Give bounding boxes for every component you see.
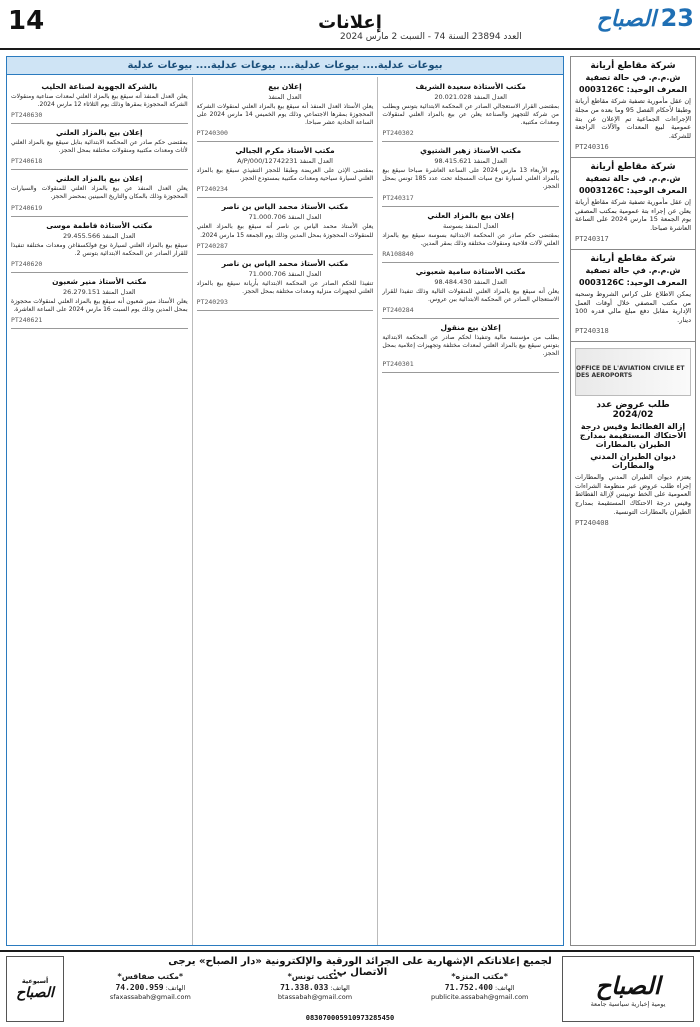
ad-text: بطلب من مؤسسة مالية وتنفيذا لحكم صادر عن المحكمة الابتدائية بتونس سيقع بيع بالمزاد العلني لمعدات مختلفة وتجهيزات إعلامية بمحل الحجز. bbox=[382, 333, 559, 358]
bank-account: 083070005910973285450 bbox=[305, 1014, 395, 1022]
phone-label: الهاتف bbox=[167, 984, 186, 992]
judicial-sales-section bbox=[6, 56, 564, 946]
office-contact: *مكتب صفاقس* الهاتف: 74.200.959 sfaxassabah@gmail.com bbox=[70, 972, 231, 1003]
footer-logo-tagline: يومية إخبارية سياسية جامعة bbox=[590, 999, 666, 1008]
ad-code: PT240301 bbox=[382, 360, 414, 369]
ad-text: إن عقل مأمورية تصفية شركة مقاطع أريانة وطبقا لأحكام الفصل 95 وما بعده من مجلة الإجراءات الجماعية تم الإعلان عن بتة عمومية لبيع المعدات والآلات الراجعة للشركة. bbox=[575, 97, 691, 141]
ad-id: المعرف الوحيد: 0003126C bbox=[579, 277, 687, 287]
phone-label: الهاتف bbox=[332, 984, 350, 992]
ad-title: طلب عروض عدد 2024/02 bbox=[596, 399, 670, 420]
ad-code: PT240302 bbox=[382, 129, 414, 138]
footer-headline: لجميع إعلاناتكم الإشهارية على الجرائد الورقية والإلكترونية «دار الصباح» يرجى الاتصال ب: bbox=[168, 956, 552, 978]
newspaper-logo bbox=[564, 4, 694, 44]
ad-text: بمقتضى حكم صادر عن المحكمة الابتدائية بنابل سيقع بيع بالمزاد العلني لأثاث ومعدات مكتبية ومنقولات مختلفة بمحل الحجز. bbox=[10, 139, 188, 155]
classified-ad bbox=[197, 202, 374, 254]
ad-code: PT240234 bbox=[196, 185, 228, 194]
ad-meta: العدل المنفذ 29.455.566 bbox=[63, 231, 136, 240]
classified-ad bbox=[197, 82, 374, 142]
ad-text: يعلن العدل المنفذ عن بيع بالمزاد العلني للمنقولات والسيارات المحجوزة وذلك بالمكان والتاريخ المبينين بمحضر الحجز. bbox=[10, 185, 188, 201]
ad-meta: العدل المنفذ 98.484.430 bbox=[434, 277, 507, 286]
ad-column bbox=[377, 77, 563, 945]
ad-text: يعتزم ديوان الطيران المدني والمطارات إجراء طلب عروض عبر منظومة الشراءات العمومية على الخط تونيبس لإزالة الفطائط وقيس درجة الاحتكاك المستقيمة بمدارج الطيران بالمطارات التونسية. bbox=[575, 472, 691, 517]
page-number: 14 bbox=[8, 6, 45, 36]
section-title: إعلانات bbox=[318, 12, 382, 33]
classified-ad bbox=[197, 259, 374, 311]
classified-ad bbox=[382, 323, 559, 373]
ad-code: PT240317 bbox=[575, 234, 609, 243]
ad-title: مكتب الأستاذ منير شعبون bbox=[52, 276, 147, 286]
office-name: *مكتب تونس* bbox=[287, 972, 343, 981]
sidebar-ad bbox=[571, 158, 695, 250]
ad-text: تنفيذا للحكم الصادر عن المحكمة الابتدائية بأريانة سيقع بيع بالمزاد العلني لتجهيزات منزلية ومعدات مختلفة بمحل الحجز. bbox=[196, 279, 374, 295]
ad-text: إن عقل مأمورية تصفية شركة مقاطع أريانة يعلن عن إجراء بتة عمومية بمكتب المصفي يوم الجمعة 15 مارس 2024 على الساعة العاشرة صباحا. bbox=[575, 197, 692, 233]
ad-subtitle: ش.م.م. في حالة تصفية bbox=[585, 173, 681, 183]
ad-meta: العدل المنفذ 71.000.706 bbox=[248, 213, 322, 222]
ad-column bbox=[192, 77, 378, 945]
ad-text: سيقع بيع بالمزاد العلني لسيارة نوع فولكسفاغن ومعدات مختلفة تنفيذا للقرار الصادر عن المحكمة الابتدائية بتونس 2. bbox=[10, 241, 188, 257]
ad-meta: العدل المنفذ 20.021.028 bbox=[434, 93, 507, 101]
ad-code: PT240621 bbox=[10, 315, 43, 324]
classified-ad bbox=[11, 221, 188, 273]
ad-subtitle: ش.م.م. في حالة تصفية bbox=[585, 265, 681, 275]
ad-title: إعلان بيع bbox=[268, 82, 302, 91]
ad-meta: العدل المنفذ بسوسة bbox=[443, 221, 499, 230]
office-contact: *مكتب تونس* الهاتف: 71.338.033 btassabah@gmail.com bbox=[235, 972, 396, 1003]
ad-title: مكتب الأستاذ مكرم الجبالي bbox=[235, 146, 335, 156]
logo-number: 23 bbox=[660, 4, 694, 32]
ad-title: مكتب الأستاذة سعيدة الشريف bbox=[415, 82, 526, 91]
ad-id: المعرف الوحيد: 0003126C bbox=[579, 85, 687, 94]
logo-word: الصباح bbox=[596, 6, 656, 32]
classified-ad bbox=[197, 146, 374, 198]
ad-title: شركة مقاطع أريانة bbox=[590, 161, 676, 172]
ad-code: PT240630 bbox=[10, 111, 43, 120]
ad-subtitle: إزالة الفطائط وقيس درجة الاحتكاك المستقيمة بمدارج الطيران بالمطارات bbox=[579, 421, 687, 449]
ad-text: يعلن الأستاذ العدل المنفذ أنه سيقع بيع بالمزاد العلني لمنقولات الشركة المحجوزة بمقرها الاجتماعي وذلك يوم الخميس 14 مارس 2024 على الساعة الحادية عشر صباحا. bbox=[196, 103, 374, 127]
civil-aviation-logo: OFFICE DE L'AVIATION CIVILE ET DES AEROPORTS bbox=[575, 348, 691, 396]
ad-code: PT240620 bbox=[10, 259, 43, 268]
page-footer bbox=[0, 950, 700, 1027]
phone-label: الهاتف bbox=[497, 984, 515, 992]
office-name: *مكتب المنزه* bbox=[451, 972, 508, 981]
ad-id: ديوان الطيران المدني والمطارات bbox=[590, 451, 676, 470]
ad-code: PT240287 bbox=[196, 241, 228, 250]
classified-ad bbox=[11, 174, 188, 216]
ad-meta: العدل المنفذ 26.279.151 bbox=[63, 287, 136, 296]
classified-ad bbox=[11, 82, 188, 124]
section-banner: بيوعات عدلية.... بيوعات عدلية.... بيوعات عدلية.... بيوعات عدلية bbox=[7, 57, 563, 75]
ad-code: PT240317 bbox=[382, 193, 414, 202]
office-contact: *مكتب المنزه* الهاتف: 71.752.400 publicite.assabah@gmail.com bbox=[399, 972, 560, 1003]
ad-title: إعلان بيع بالمزاد العلني bbox=[427, 210, 514, 220]
ad-title: إعلان بيع منقول bbox=[440, 322, 501, 332]
footer-logo-word: الصباح bbox=[595, 970, 661, 1000]
ad-text: يعلن العدل المنفذ أنه سيقع بيع بالمزاد العلني لمعدات صناعية ومنقولات الشركة المحجوزة بمقرها وذلك يوم الثلاثاء 12 مارس 2024. bbox=[10, 93, 188, 109]
classified-ad bbox=[11, 128, 188, 170]
footer-logo-weekly-word: الصباح bbox=[16, 985, 54, 1001]
ad-title: مكتب الأستاذة سامية شعبوني bbox=[415, 266, 526, 276]
ad-title: بالشركة الجهوية لصناعة الحليب bbox=[41, 82, 158, 91]
ad-code: PT240618 bbox=[10, 157, 43, 166]
ad-code: PT240316 bbox=[575, 142, 609, 151]
ad-code: PT240300 bbox=[196, 129, 228, 138]
sidebar-ad bbox=[571, 250, 695, 342]
ad-title: مكتب الأستاذ زهير الشتيوي bbox=[420, 146, 522, 156]
phone-number: 71.338.033 bbox=[280, 983, 329, 992]
sidebar-ad bbox=[571, 57, 695, 158]
ad-code: PT240318 bbox=[575, 326, 609, 335]
ad-title: مكتب الأستاذ محمد الياس بن ناصر bbox=[221, 258, 349, 268]
phone-number: 74.200.959 bbox=[115, 983, 164, 992]
ad-text: يمكن الاطلاع على كراس الشروط وسحبه من مكتب المصفي خلال أوقات العمل الإدارية مقابل دفع مبلغ مالي قدره 100 دينار. bbox=[575, 289, 691, 325]
email[interactable]: sfaxassabah@gmail.com bbox=[109, 993, 191, 1002]
ad-title: شركة مقاطع أريانة bbox=[590, 61, 676, 71]
ad-text: بمقتضى حكم صادر عن المحكمة الابتدائية بسوسة سيقع بيع بالمزاد العلني لآلات فلاحية ومنقولات مختلفة وذلك بمقر المدين. bbox=[382, 231, 559, 247]
ad-meta: العدل المنفذ 71.000.706 bbox=[248, 269, 322, 278]
ad-code: PT240284 bbox=[382, 305, 414, 314]
ad-title: مكتب الأستاذ محمد الياس بن ناصر bbox=[221, 202, 349, 212]
classified-ad bbox=[382, 82, 559, 142]
ad-title: شركة مقاطع أريانة bbox=[590, 253, 676, 264]
classified-ad bbox=[11, 277, 188, 329]
ad-id: المعرف الوحيد: 0003126C bbox=[579, 185, 687, 195]
office-name: *مكتب صفاقس* bbox=[117, 972, 184, 981]
ad-meta: العدل المنفذ bbox=[268, 93, 302, 101]
ad-text: يعلن الأستاذ منير شعبون أنه سيقع بيع بالمزاد العلني لمنقولات محجوزة بمحل المدين وذلك يوم السبت 16 مارس 2024 على الساعة العاشرة. bbox=[10, 297, 188, 313]
footer-logo-weekly bbox=[6, 956, 64, 1022]
ad-meta: العدل المنفذ 12742231/A/P/000 bbox=[237, 157, 333, 166]
email[interactable]: btassabah@gmail.com bbox=[277, 993, 353, 1002]
phone-number: 71.752.400 bbox=[444, 983, 493, 992]
ad-subtitle: ش.م.م. في حالة تصفية bbox=[585, 73, 681, 82]
ad-text: يوم الأربعاء 13 مارس 2024 على الساعة العاشرة صباحا سيقع بيع بالمزاد العلني لسيارة نوع سيات المسجلة تحت عدد 185 تونس بمحل الحجز. bbox=[382, 167, 560, 191]
footer-logo-daily bbox=[562, 956, 694, 1022]
ad-text: بمقتضى القرار الاستعجالي الصادر عن المحكمة الابتدائية بتونس وبطلب من شركة للتجهيز والصناعة يعلن عن بيع بالمزاد العلني لمنقولات ومعدات مكتبية. bbox=[382, 103, 559, 127]
ad-title: إعلان بيع بالمزاد العلني bbox=[56, 128, 143, 138]
ad-text: يعلن الأستاذ محمد الياس بن ناصر أنه سيقع بيع بالمزاد العلني للمنقولات المحجوزة بمحل المدين وذلك يوم الجمعة 15 مارس 2024. bbox=[196, 223, 374, 239]
ad-text: بمقتضى الإذن على العريضة وطبقا للحجز التنفيذي سيقع بيع بالمزاد العلني لسيارة سياحية ومعدات مكتبية بمستودع الحجز. bbox=[196, 167, 374, 183]
office-list bbox=[70, 972, 560, 1003]
ad-code: PT240293 bbox=[196, 297, 228, 306]
sidebar-ad-tender bbox=[571, 342, 695, 533]
email[interactable]: publicite.assabah@gmail.com bbox=[430, 993, 529, 1002]
ad-title: إعلان بيع بالمزاد العلني bbox=[56, 174, 143, 184]
ad-code: PT240619 bbox=[10, 203, 43, 212]
ad-columns bbox=[7, 77, 563, 945]
ad-code: RA108840 bbox=[382, 249, 414, 258]
issue-info: العدد 23894 السنة 74 - السبت 2 مارس 2024 bbox=[340, 32, 522, 42]
ad-title: مكتب الأستاذة فاطمة موسى bbox=[46, 220, 153, 230]
ad-meta: العدل المنفذ 98.415.621 bbox=[434, 157, 507, 166]
classified-ad bbox=[382, 211, 559, 263]
ad-text: يعلن أنه سيقع بيع بالمزاد العلني للمنقولات التالية وذلك تنفيذا للقرار الاستعجالي الصادر عن المحكمة الابتدائية ببن عروس. bbox=[382, 287, 559, 303]
classified-ad bbox=[382, 267, 559, 319]
page-header bbox=[0, 0, 700, 50]
sidebar-ads bbox=[570, 56, 696, 946]
classified-ad bbox=[382, 146, 559, 206]
ad-code: PT240408 bbox=[575, 518, 609, 527]
footer-logo-weekly-top: أسبوعية bbox=[21, 977, 49, 985]
ad-column bbox=[7, 77, 192, 945]
